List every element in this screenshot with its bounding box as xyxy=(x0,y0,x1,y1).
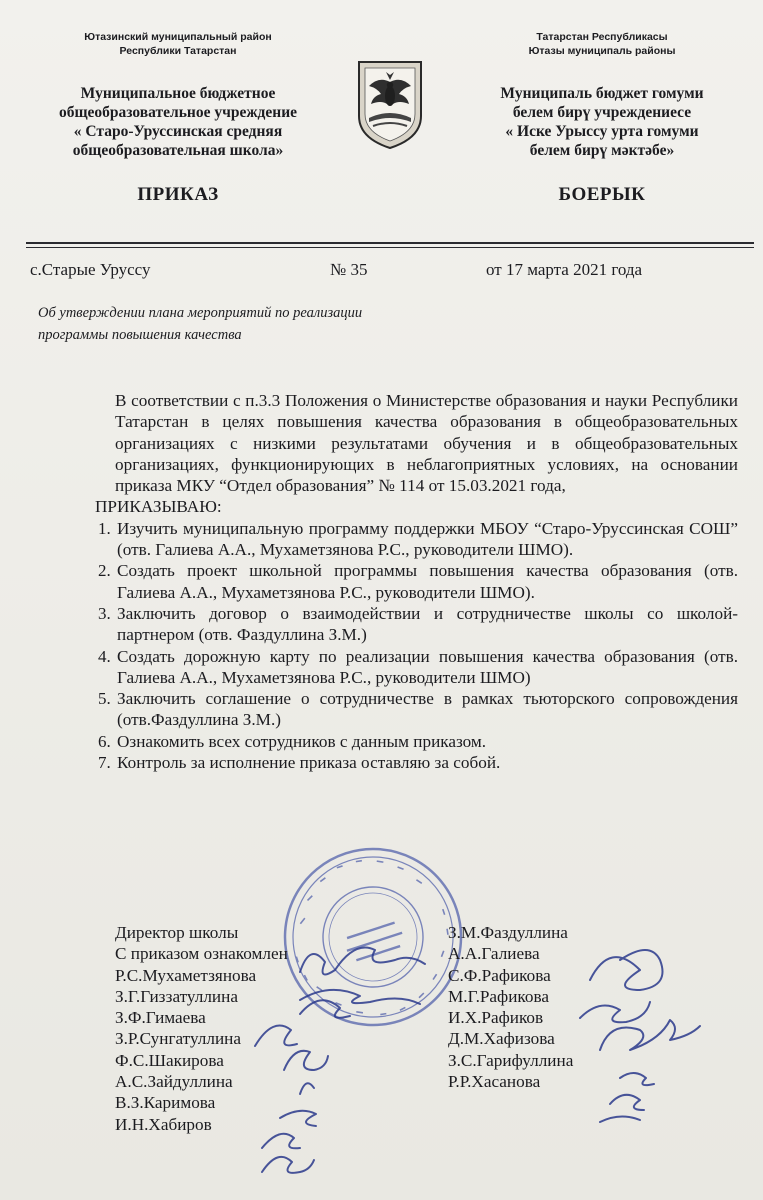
autograph-shakirova xyxy=(300,1083,314,1094)
order-item: 4. Создать дорожную карту по реализации повышения качества образования (отв. Галиева А.А., Мухаметзянова Р.С., руководители ШМО) xyxy=(115,646,738,689)
order-body xyxy=(95,390,738,773)
autograph-hasanova xyxy=(600,1116,640,1122)
header-left-republic: Республики Татарстан xyxy=(119,45,237,57)
header-right-institution xyxy=(468,84,736,160)
header-divider-thick xyxy=(26,242,754,244)
header-left-inst-line2: общеобразовательное учреждение xyxy=(58,104,298,121)
preamble-paragraph: В соответствии с п.3.3 Положения о Министерстве образования и науки Республики Татарстан в целях повышения качества образования в общеобразовательных организациях с низкими результатами обучения и в общеобразовательных организациях, функционирующих в неблагоприятных условиях, на основании приказа МКУ “Отдел образования” № 114 от 15.03.2021 года, xyxy=(115,391,738,496)
order-item: 6. Ознакомить всех сотрудников с данным приказом. xyxy=(115,731,738,752)
autograph-rafikov xyxy=(600,1020,700,1050)
order-item: 2. Создать проект школьной программы повышения качества образования (отв. Галиева А.А., Мухаметзянова Р.С., руководители ШМО). xyxy=(115,560,738,603)
header-right-district: Ютазы муниципаль районы xyxy=(528,45,676,57)
header-left-russian xyxy=(30,30,326,206)
signer-name: И.Н.Хабиров xyxy=(115,1114,212,1134)
order-number: № 35 xyxy=(330,260,368,279)
acquainted-label: С приказом ознакомлен xyxy=(115,944,288,964)
header-left-district: Ютазинский муниципальный район xyxy=(84,31,272,43)
header-right-inst-line1: Муниципаль бюджет гомуми xyxy=(500,85,704,102)
signer-name: В.З.Каримова xyxy=(115,1093,216,1113)
autograph-rafikova-2 xyxy=(580,1002,650,1022)
school-round-stamp-icon xyxy=(278,842,468,1032)
order-item: 5. Заключить соглашение о сотрудничестве в рамках тьюторского сопровождения (отв.Фаздуллина З.М.) xyxy=(115,688,738,731)
header-left-inst-line4: общеобразовательная школа» xyxy=(72,142,284,159)
signer-name: З.Ф.Гимаева xyxy=(115,1008,206,1028)
signer-name: З.С.Гарифуллина xyxy=(448,1050,574,1070)
signer-name: З.Г.Гиззатуллина xyxy=(115,986,238,1006)
header-left-inst-line3: « Старо-Урусcинская средняя xyxy=(73,123,283,140)
header-right-inst-line3: « Иске Урыссу урта гомуми xyxy=(505,123,699,140)
header-right-republic: Татарстан Республикасы xyxy=(536,31,668,43)
signatures-right-column xyxy=(448,922,573,1092)
signer-name: Д.М.Хафизова xyxy=(448,1029,555,1049)
header-right-inst-line2: белем бирү учреждениесе xyxy=(512,104,692,121)
signatures-left-column xyxy=(115,922,288,1135)
header-right-tatar xyxy=(468,30,736,206)
header-right-inst-line4: белем бирү мәктәбе» xyxy=(529,142,675,159)
coat-of-arms-emblem-icon xyxy=(355,58,425,150)
subject-line1: Об утверждении плана мероприятий по реализации xyxy=(38,305,363,321)
header-divider-thin xyxy=(26,247,754,248)
order-items-list xyxy=(95,518,738,774)
doc-type-tatar: БОЕРЫК xyxy=(558,184,646,205)
order-word: ПРИКАЗЫВАЮ: xyxy=(95,497,222,517)
signer-name: Ф.С.Шакирова xyxy=(115,1050,224,1070)
order-item: 7. Контроль за исполнение приказа оставляю за собой. xyxy=(115,752,738,773)
order-subject xyxy=(38,302,458,346)
signer-name: А.С.Зайдуллина xyxy=(115,1072,233,1092)
signer-name: З.Р.Сунгатуллина xyxy=(115,1029,241,1049)
autograph-karimova xyxy=(262,1134,300,1149)
autograph-hafizova xyxy=(620,1073,654,1085)
order-date: от 17 марта 2021 года xyxy=(486,260,643,279)
director-label: Директор школы xyxy=(115,923,239,942)
subject-line2: программы повышения качества xyxy=(38,327,242,343)
signer-name: С.Ф.Рафикова xyxy=(448,965,551,985)
order-item: 1. Изучить муниципальную программу поддержки МБОУ “Старо-Урусcинская СОШ” (отв. Галиева А.А., Мухаметзянова Р.С., руководители ШМО). xyxy=(115,518,738,561)
signer-name: И.Х.Рафиков xyxy=(448,1008,544,1028)
signer-name: М.Г.Рафикова xyxy=(448,986,549,1006)
header-left-inst-line1: Муниципальное бюджетное xyxy=(80,85,276,102)
signer-name: Р.Р.Хасанова xyxy=(448,1072,541,1092)
signer-name: Р.С.Мухаметзянова xyxy=(115,965,257,985)
autograph-rafikova-1 xyxy=(590,950,663,990)
autograph-garifullina xyxy=(610,1095,644,1110)
signer-name: А.А.Галиева xyxy=(448,944,540,964)
director-name: З.М.Фаздуллина xyxy=(448,923,568,942)
autograph-habirov xyxy=(262,1157,314,1173)
header-left-institution xyxy=(30,84,326,160)
order-item: 3. Заключить договор о взаимодействии и сотрудничестве школы со школой-партнером (отв. Фаздуллина З.М.) xyxy=(115,603,738,646)
place-label: с.Старые Уруссу xyxy=(30,260,151,279)
doc-type-russian: ПРИКАЗ xyxy=(137,184,219,205)
autograph-sungatullina xyxy=(284,1051,328,1070)
